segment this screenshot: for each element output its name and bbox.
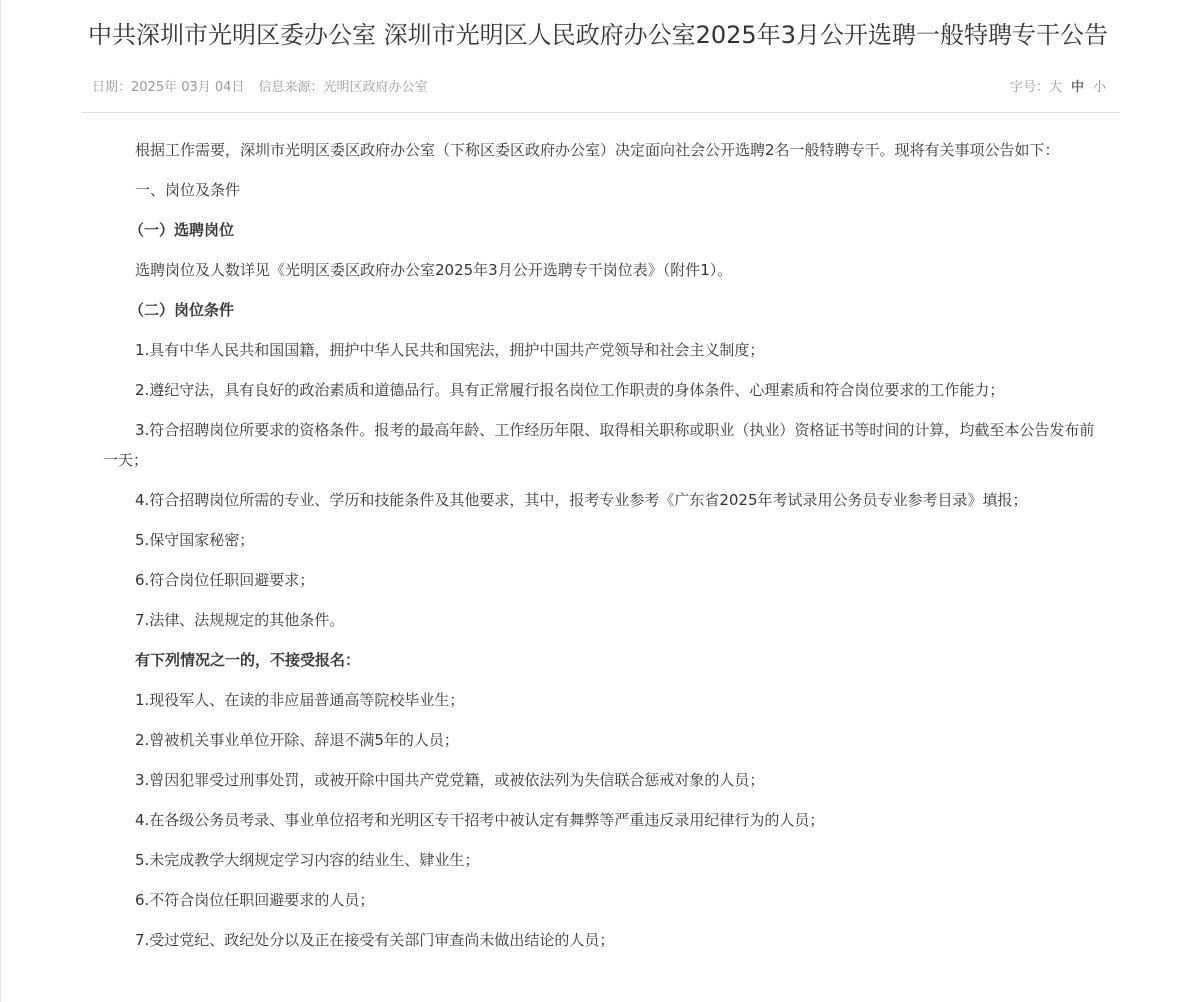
condition-item: 7.法律、法规规定的其他条件。 — [135, 611, 345, 629]
exclusion-item: 6.不符合岗位任职回避要求的人员； — [135, 891, 375, 909]
exclusion-item: 2.曾被机关事业单位开除、辞退不满5年的人员； — [135, 731, 459, 749]
page-left-border — [0, 0, 1, 1002]
exclusion-item: 7.受过党纪、政纪处分以及正在接受有关部门审查尚未做出结论的人员； — [135, 931, 615, 949]
date-label: 日期： — [92, 80, 132, 95]
font-size-small-button[interactable]: 小 — [1092, 80, 1106, 95]
condition-item: 2.遵纪守法，具有良好的政治素质和道德品行。具有正常履行报名岗位工作职责的身体条件、心理素质和符合岗位要求的工作能力； — [135, 381, 1005, 399]
condition-item: 3.符合招聘岗位所要求的资格条件。报考的最高年龄、工作经历年限、取得相关职称或职业（执业）资格证书等时间的计算，均截至本公告发布前一天； — [103, 421, 1095, 469]
article-meta — [92, 78, 427, 98]
font-size-label: 字号： — [1009, 80, 1049, 95]
exclusion-item: 3.曾因犯罪受过刑事处罚，或被开除中国共产党党籍，或被依法列为失信联合惩戒对象的人员； — [135, 771, 765, 789]
subheading-positions: （一）选聘岗位 — [129, 221, 235, 239]
condition-item: 6.符合岗位任职回避要求； — [135, 571, 315, 589]
condition-item: 4.符合招聘岗位所需的专业、学历和技能条件及其他要求，其中，报考专业参考《广东省2025年考试录用公务员专业参考目录》填报； — [135, 491, 1028, 509]
article-title: 中共深圳市光明区委办公室 深圳市光明区人民政府办公室2025年3月公开选聘一般特聘专干公告 — [88, 21, 1108, 49]
condition-item: 5.保守国家秘密； — [135, 531, 255, 549]
font-size-medium-button[interactable]: 中 — [1070, 80, 1084, 95]
date-value: 2025年 03月 04日 — [131, 80, 245, 95]
exclusion-item: 5.未完成教学大纲规定学习内容的结业生、肄业生； — [135, 851, 480, 869]
source-label: 信息来源： — [258, 80, 324, 95]
exclusion-item: 4.在各级公务员考录、事业单位招考和光明区专干招考中被认定有舞弊等严重违反录用纪律行为的人员； — [135, 811, 825, 829]
header-divider — [82, 112, 1120, 113]
section-heading-positions: 一、岗位及条件 — [135, 181, 241, 199]
exclusions-heading: 有下列情况之一的，不接受报名： — [135, 651, 361, 669]
font-size-switcher — [1010, 78, 1106, 98]
subheading-conditions: （二）岗位条件 — [129, 301, 235, 319]
positions-paragraph: 选聘岗位及人数详见《光明区委区政府办公室2025年3月公开选聘专干岗位表》（附件1）。 — [135, 261, 733, 279]
article-body — [103, 135, 1097, 965]
exclusion-item: 1.现役军人、在读的非应届普通高等院校毕业生； — [135, 691, 465, 709]
intro-paragraph: 根据工作需要，深圳市光明区委区政府办公室（下称区委区政府办公室）决定面向社会公开选聘2名一般特聘专干。现将有关事项公告如下： — [135, 141, 1060, 159]
condition-item: 1.具有中华人民共和国国籍，拥护中华人民共和国宪法，拥护中国共产党领导和社会主义制度； — [135, 341, 765, 359]
source-value: 光明区政府办公室 — [323, 80, 428, 95]
font-size-large-button[interactable]: 大 — [1048, 80, 1062, 95]
